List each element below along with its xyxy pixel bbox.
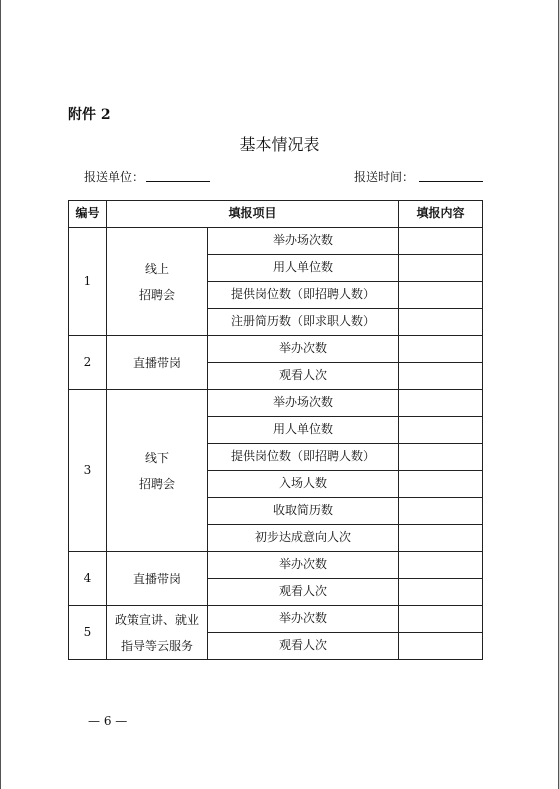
item-cell: 用人单位数 xyxy=(208,255,399,282)
report-time-label: 报送时间： xyxy=(354,170,415,184)
item-cell: 观看人次 xyxy=(208,579,399,606)
header-item: 填报项目 xyxy=(107,201,399,228)
category-line: 指导等云服务 xyxy=(120,638,193,653)
header-no: 编号 xyxy=(69,201,107,228)
item-cell: 举办场次数 xyxy=(208,390,399,417)
content-cell[interactable] xyxy=(399,606,483,633)
item-cell: 举办次数 xyxy=(208,606,399,633)
content-cell[interactable] xyxy=(399,336,483,363)
group-number: 2 xyxy=(69,336,107,390)
content-cell[interactable] xyxy=(399,498,483,525)
table-row xyxy=(69,606,483,633)
item-cell: 提供岗位数（即招聘人数） xyxy=(208,282,399,309)
group-category xyxy=(107,390,208,552)
report-unit-blank xyxy=(146,181,210,182)
group-number: 5 xyxy=(69,606,107,660)
group-category xyxy=(107,228,208,336)
item-cell: 举办次数 xyxy=(208,552,399,579)
group-category xyxy=(107,606,208,660)
item-cell: 观看人次 xyxy=(208,633,399,660)
group-category xyxy=(107,336,208,390)
group-number: 1 xyxy=(69,228,107,336)
content-cell[interactable] xyxy=(399,390,483,417)
item-cell: 注册简历数（即求职人数） xyxy=(208,309,399,336)
report-time-blank xyxy=(419,181,483,182)
item-cell: 初步达成意向人次 xyxy=(208,525,399,552)
content-cell[interactable] xyxy=(399,552,483,579)
category-line: 线上 xyxy=(144,261,169,276)
item-cell: 收取简历数 xyxy=(208,498,399,525)
page-number: — 6 — xyxy=(88,714,128,728)
category-line: 线下 xyxy=(144,450,169,465)
category-line: 政策宣讲、就业 xyxy=(114,612,199,627)
content-cell[interactable] xyxy=(399,282,483,309)
content-cell[interactable] xyxy=(399,417,483,444)
item-cell: 举办次数 xyxy=(208,336,399,363)
category-line: 招聘会 xyxy=(138,287,175,302)
table-header-row xyxy=(69,201,483,228)
item-cell: 观看人次 xyxy=(208,363,399,390)
content-cell[interactable] xyxy=(399,633,483,660)
group-category xyxy=(107,552,208,606)
content-cell[interactable] xyxy=(399,363,483,390)
table-row xyxy=(69,390,483,417)
header-content: 填报内容 xyxy=(399,201,483,228)
report-unit-label: 报送单位： xyxy=(84,170,145,184)
table-row xyxy=(69,336,483,363)
content-cell[interactable] xyxy=(399,525,483,552)
item-cell: 举办场次数 xyxy=(208,228,399,255)
content-cell[interactable] xyxy=(399,228,483,255)
item-cell: 用人单位数 xyxy=(208,417,399,444)
group-number: 4 xyxy=(69,552,107,606)
category-line: 招聘会 xyxy=(138,476,175,491)
content-cell[interactable] xyxy=(399,309,483,336)
content-cell[interactable] xyxy=(399,471,483,498)
content-cell[interactable] xyxy=(399,444,483,471)
basic-info-table xyxy=(68,200,483,660)
category-line: 直播带岗 xyxy=(132,571,181,586)
table-row xyxy=(69,228,483,255)
page-title: 基本情况表 xyxy=(239,135,320,154)
category-line: 直播带岗 xyxy=(132,355,181,370)
content-cell[interactable] xyxy=(399,255,483,282)
group-number: 3 xyxy=(69,390,107,552)
item-cell: 提供岗位数（即招聘人数） xyxy=(208,444,399,471)
annex-label: 附件 2 xyxy=(68,107,111,123)
item-cell: 入场人数 xyxy=(208,471,399,498)
table-row xyxy=(69,552,483,579)
content-cell[interactable] xyxy=(399,579,483,606)
page-left-edge xyxy=(0,0,1,789)
